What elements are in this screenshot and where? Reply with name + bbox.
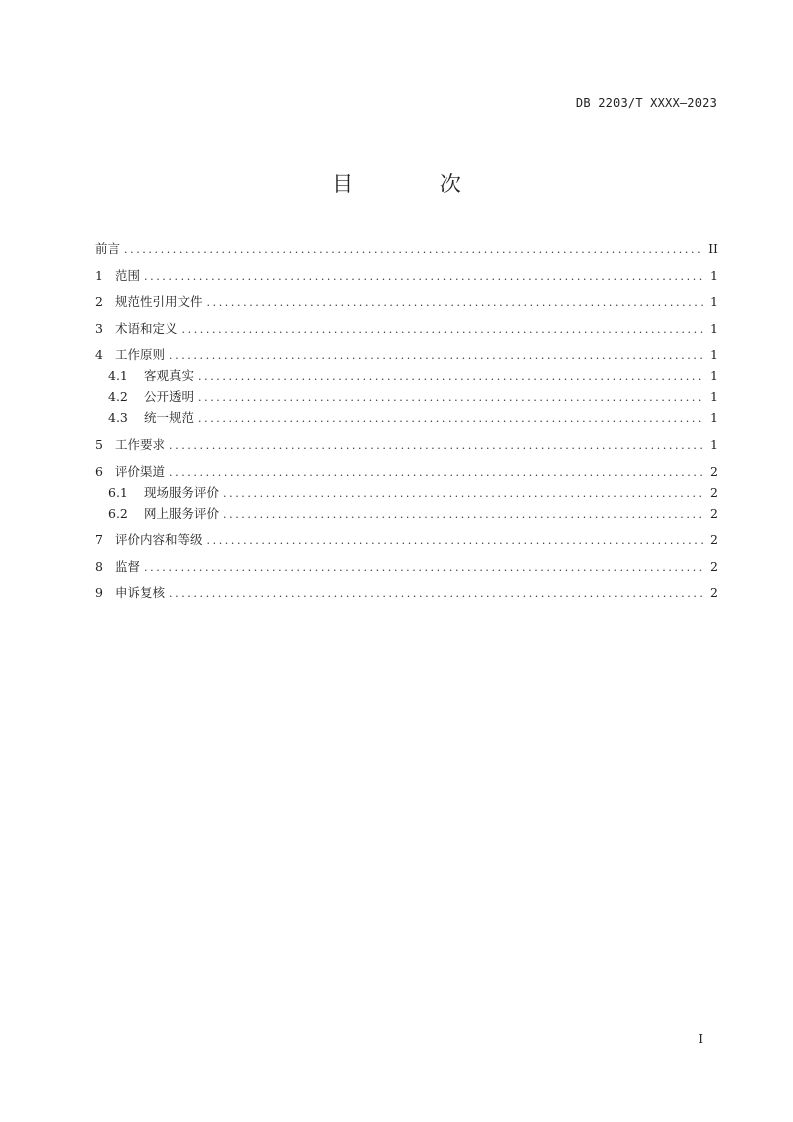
- toc-leader-dots: [198, 391, 704, 404]
- toc-subentry[interactable]: [95, 366, 718, 387]
- toc-entry-label: 评价渠道: [115, 463, 166, 479]
- toc-leader-dots: [169, 587, 704, 600]
- toc-entry-label: 统一规范: [144, 410, 195, 426]
- toc-entry-label: 工作原则: [115, 347, 166, 363]
- toc-entry-page: 1: [710, 389, 718, 405]
- toc-entry-page: 1: [710, 410, 718, 426]
- toc-subentry[interactable]: [95, 504, 718, 525]
- toc-entry-number: 7: [95, 532, 103, 548]
- toc-entry[interactable]: [95, 462, 718, 483]
- page-number: I: [698, 1032, 703, 1046]
- toc-entry-number: 9: [95, 585, 103, 601]
- toc-leader-dots: [144, 270, 704, 283]
- toc-entry-page: 1: [710, 347, 718, 363]
- toc-entry-number: 6.1: [108, 484, 128, 500]
- toc-entry-label: 术语和定义: [115, 320, 178, 336]
- table-of-contents: [95, 239, 718, 604]
- toc-entry[interactable]: [95, 583, 718, 604]
- toc-entry[interactable]: [95, 266, 718, 287]
- toc-entry-number: 4.3: [108, 410, 128, 426]
- toc-subentry[interactable]: [95, 483, 718, 504]
- toc-leader-dots: [223, 508, 704, 521]
- toc-leader-dots: [198, 412, 704, 425]
- toc-entry[interactable]: [95, 345, 718, 366]
- toc-leader-dots: [223, 487, 704, 500]
- toc-entry-number: 4.2: [108, 389, 128, 405]
- toc-entry[interactable]: [95, 292, 718, 313]
- toc-leader-dots: [169, 466, 704, 479]
- toc-entry-label: 评价内容和等级: [115, 532, 203, 548]
- toc-entry[interactable]: [95, 435, 718, 456]
- toc-subentry[interactable]: [95, 387, 718, 408]
- toc-entry-label: 规范性引用文件: [115, 294, 203, 310]
- toc-entry-page: 2: [710, 585, 718, 601]
- toc-entry-number: 6: [95, 463, 103, 479]
- toc-leader-dots: [144, 561, 704, 574]
- toc-entry-label: 工作要求: [115, 436, 166, 452]
- toc-leader-dots: [198, 370, 704, 383]
- toc-entry-number: 5: [95, 436, 103, 452]
- toc-entry-label: 现场服务评价: [144, 484, 220, 500]
- toc-entry-page: 1: [710, 267, 718, 283]
- toc-entry-page: 1: [710, 294, 718, 310]
- toc-entry-number: 8: [95, 558, 103, 574]
- toc-entry-page: 2: [710, 484, 718, 500]
- toc-entry[interactable]: [95, 530, 718, 551]
- toc-entry-page: 2: [710, 532, 718, 548]
- toc-entry-number: 1: [95, 267, 103, 283]
- toc-entry[interactable]: [95, 239, 718, 260]
- document-code: DB 2203/T XXXX—2023: [575, 96, 717, 110]
- toc-entry-label: 申诉复核: [115, 585, 166, 601]
- toc-entry-label: 网上服务评价: [144, 505, 220, 521]
- toc-leader-dots: [182, 323, 704, 336]
- toc-leader-dots: [169, 439, 704, 452]
- toc-title: 目 次: [332, 172, 501, 196]
- toc-entry-page: 1: [710, 368, 718, 384]
- toc-entry-number: 4.1: [108, 368, 128, 384]
- toc-entry-page: 1: [710, 320, 718, 336]
- toc-leader-dots: [169, 349, 704, 362]
- toc-entry-page: 1: [710, 436, 718, 452]
- toc-leader-dots: [207, 534, 704, 547]
- toc-entry-page: 2: [710, 558, 718, 574]
- toc-entry-number: 3: [95, 320, 103, 336]
- toc-entry-number: 4: [95, 347, 103, 363]
- toc-entry-number: 2: [95, 294, 103, 310]
- toc-entry-page: 2: [710, 463, 718, 479]
- toc-entry-label: 监督: [115, 558, 141, 574]
- toc-entry-label: 公开透明: [144, 389, 195, 405]
- toc-entry-label: 范围: [115, 267, 141, 283]
- toc-leader-dots: [124, 243, 704, 256]
- toc-entry[interactable]: [95, 319, 718, 340]
- toc-entry-label: 客观真实: [144, 368, 195, 384]
- toc-entry-page: II: [708, 241, 718, 256]
- toc-entry-number: 6.2: [108, 505, 128, 521]
- toc-subentry[interactable]: [95, 408, 718, 429]
- toc-leader-dots: [207, 296, 704, 309]
- toc-entry[interactable]: [95, 557, 718, 578]
- toc-entry-page: 2: [710, 505, 718, 521]
- toc-entry-label: 前言: [95, 241, 121, 256]
